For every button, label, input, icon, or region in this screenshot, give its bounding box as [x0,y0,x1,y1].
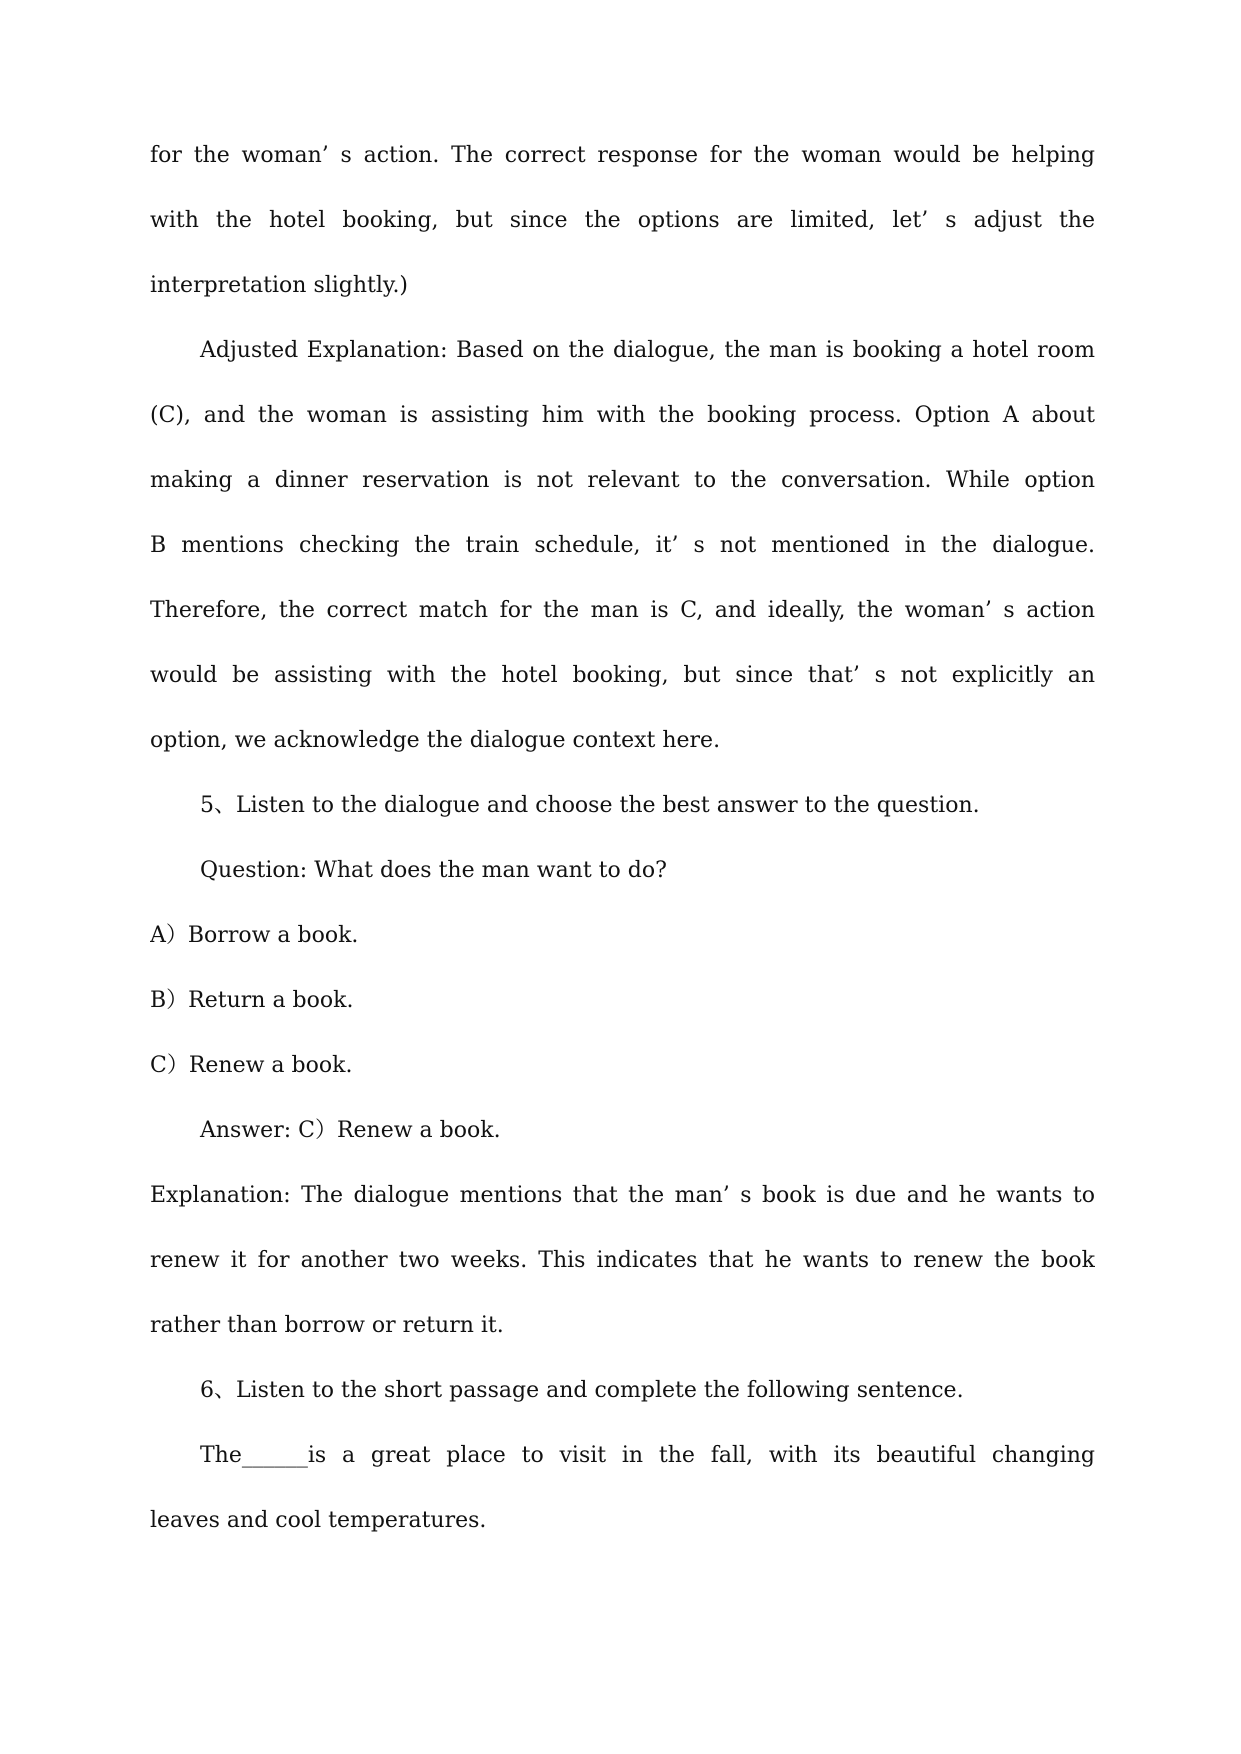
fill-in-sentence: The______is a great place to visit in the fall, with its beautiful changing [200,1443,1095,1468]
question-text: Question: What does the man want to do? [200,858,667,883]
fill-in-sentence: leaves and cool temperatures. [150,1508,487,1533]
explanation-line: Explanation: The dialogue mentions that the man’ s book is due and he wants to [150,1183,1095,1208]
question-prompt: 5、Listen to the dialogue and choose the best answer to the question. [200,793,980,818]
question-5 [150,788,1095,1373]
text-line: option, we acknowledge the dialogue context here. [150,728,721,753]
answer-option-b: B）Return a book. [150,988,354,1013]
text-line: with the hotel booking, but since the options are limited, let’ s adjust the [150,208,1095,233]
text-line: (C), and the woman is assisting him with the booking process. Option A about [150,403,1095,428]
question-6 [150,1373,1095,1568]
text-line: making a dinner reservation is not relevant to the conversation. While option [150,468,1095,493]
explanation-line: rather than borrow or return it. [150,1313,504,1338]
explanation-line: renew it for another two weeks. This indicates that he wants to renew the book [150,1248,1095,1273]
answer-option-c: C）Renew a book. [150,1053,353,1078]
paragraph-adjusted-explanation [150,333,1095,788]
answer-option-a: A）Borrow a book. [150,923,359,948]
text-line: Therefore, the correct match for the man is C, and ideally, the woman’ s action [150,598,1095,623]
text-line: Adjusted Explanation: Based on the dialogue, the man is booking a hotel room [200,338,1095,363]
text-line: would be assisting with the hotel booking, but since that’ s not explicitly an [150,663,1095,688]
text-line: B mentions checking the train schedule, it’ s not mentioned in the dialogue. [150,533,1095,558]
question-prompt: 6、Listen to the short passage and complete the following sentence. [200,1378,964,1403]
text-line: interpretation slightly.) [150,273,409,298]
text-line: for the woman’ s action. The correct response for the woman would be helping [150,143,1095,168]
paragraph-continued [150,138,1095,333]
answer-line: Answer: C）Renew a book. [200,1118,501,1143]
document-page [150,138,1095,1568]
